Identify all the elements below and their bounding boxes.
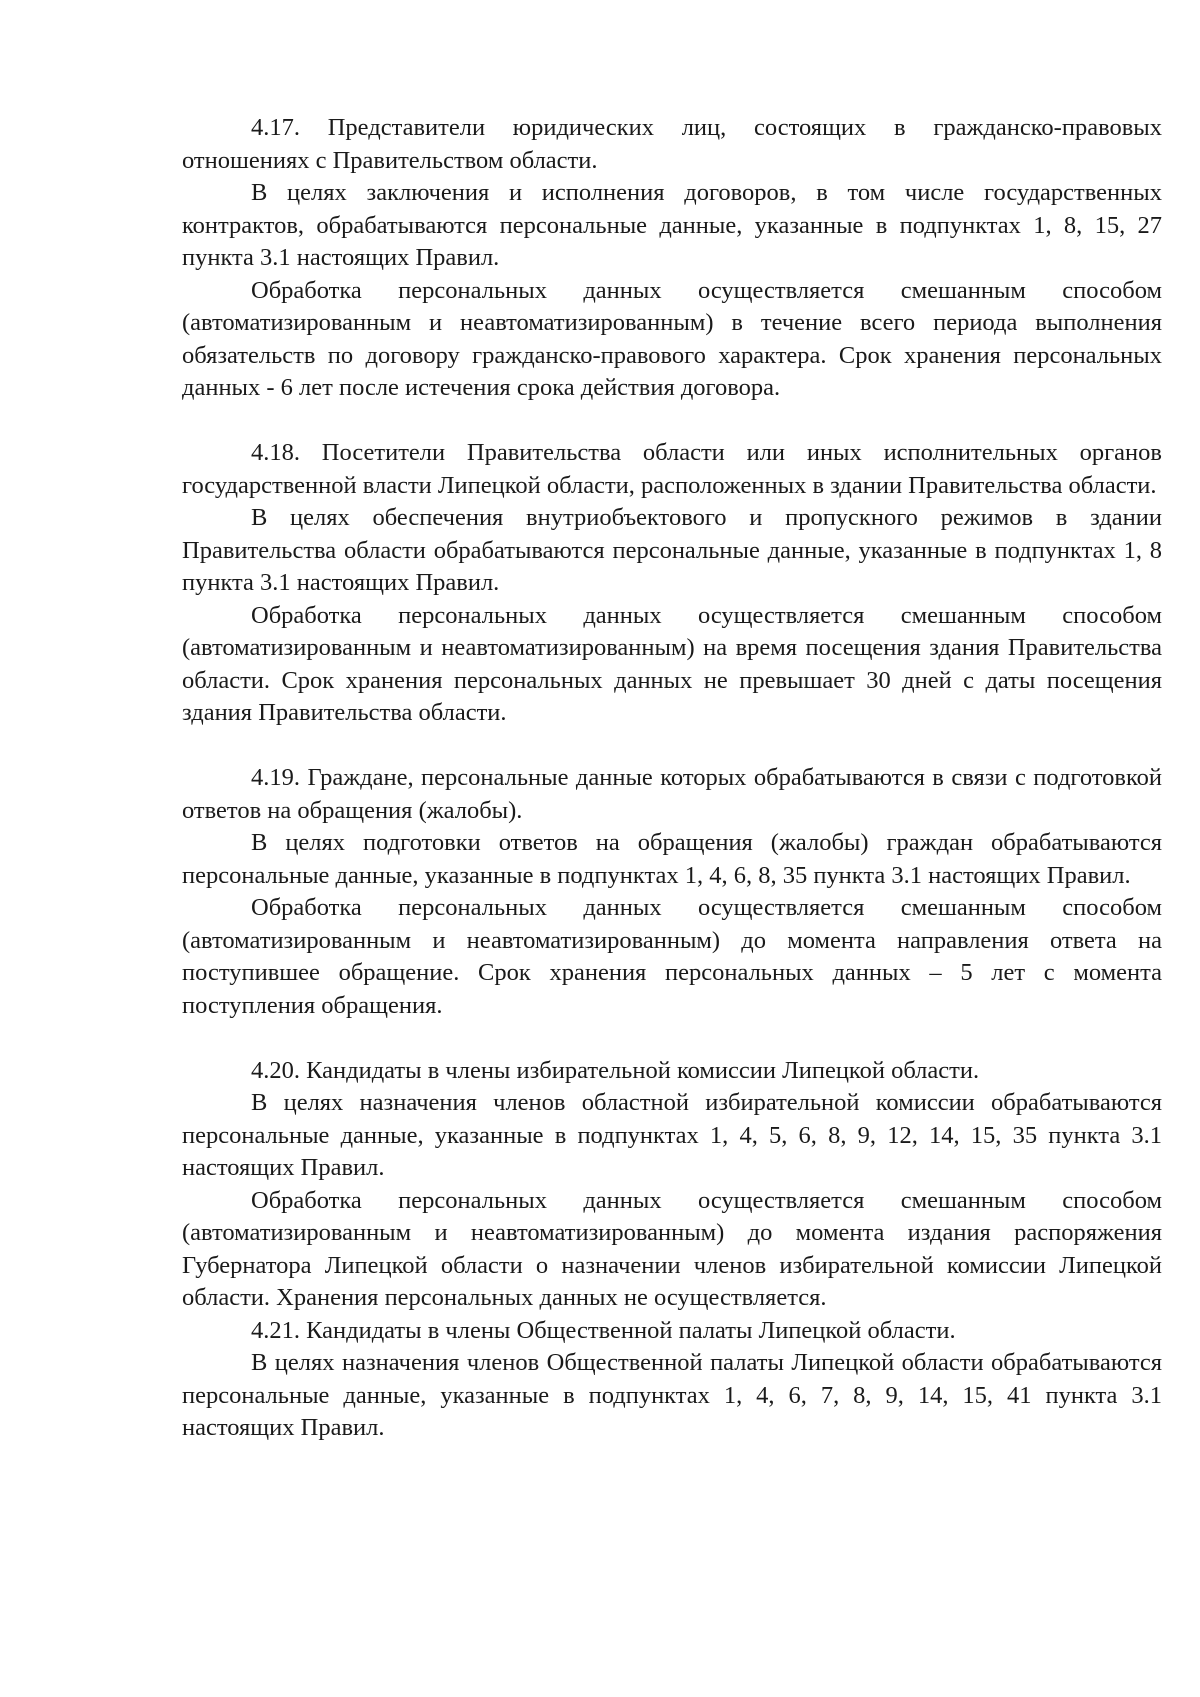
section-heading: 4.21. Кандидаты в члены Общественной палаты Липецкой области. xyxy=(251,1316,956,1344)
paragraph: Обработка персональных данных осуществляется смешанным способом (автоматизированным и неавтоматизированным) на время посещения здания Правительства области. Срок хранения персональных данных не превышает 30 дней с даты посещения здания Правительства области. xyxy=(182,601,1162,726)
section-4-17 xyxy=(182,112,1162,405)
section-4-20 xyxy=(182,1055,1162,1315)
paragraph: В целях обеспечения внутриобъектового и пропускного режимов в здании Правительства области обрабатываются персональные данные, указанные в подпунктах 1, 8 пункта 3.1 настоящих Правил. xyxy=(182,504,1162,596)
section-heading: 4.19. Граждане, персональные данные которых обрабатываются в связи с подготовкой ответов на обращения (жалобы). xyxy=(182,764,1162,824)
paragraph: В целях заключения и исполнения договоров, в том числе государственных контрактов, обрабатываются персональные данные, указанные в подпунктах 1, 8, 15, 27 пункта 3.1 настоящих Правил. xyxy=(182,179,1162,271)
section-heading: 4.18. Посетители Правительства области или иных исполнительных органов государственной власти Липецкой области, расположенных в здании Правительства области. xyxy=(182,439,1162,499)
section-4-19 xyxy=(182,762,1162,1022)
paragraph: В целях назначения членов Общественной палаты Липецкой области обрабатываются персональные данные, указанные в подпунктах 1, 4, 6, 7, 8, 9, 14, 15, 41 пункта 3.1 настоящих Правил. xyxy=(182,1349,1162,1441)
section-4-18 xyxy=(182,437,1162,730)
section-heading: 4.17. Представители юридических лиц, состоящих в гражданско-правовых отношениях с Правительством области. xyxy=(182,114,1162,174)
paragraph: Обработка персональных данных осуществляется смешанным способом (автоматизированным и неавтоматизированным) в течение всего периода выполнения обязательств по договору гражданско-правового характера. Срок хранения персональных данных - 6 лет после истечения срока действия договора. xyxy=(182,276,1162,401)
paragraph: Обработка персональных данных осуществляется смешанным способом (автоматизированным и неавтоматизированным) до момента направления ответа на поступившее обращение. Срок хранения персональных данных – 5 лет с момента поступления обращения. xyxy=(182,894,1162,1019)
section-heading: 4.20. Кандидаты в члены избирательной комиссии Липецкой области. xyxy=(251,1056,980,1084)
paragraph: В целях подготовки ответов на обращения (жалобы) граждан обрабатываются персональные данные, указанные в подпунктах 1, 4, 6, 8, 35 пункта 3.1 настоящих Правил. xyxy=(182,829,1162,889)
paragraph: В целях назначения членов областной избирательной комиссии обрабатываются персональные данные, указанные в подпунктах 1, 4, 5, 6, 8, 9, 12, 14, 15, 35 пункта 3.1 настоящих Правил. xyxy=(182,1089,1162,1181)
section-4-21 xyxy=(182,1315,1162,1445)
document-body xyxy=(182,112,1162,1445)
paragraph: Обработка персональных данных осуществляется смешанным способом (автоматизированным и неавтоматизированным) до момента издания распоряжения Губернатора Липецкой области о назначении членов избирательной комиссии Липецкой области. Хранения персональных данных не осуществляется. xyxy=(182,1186,1162,1311)
